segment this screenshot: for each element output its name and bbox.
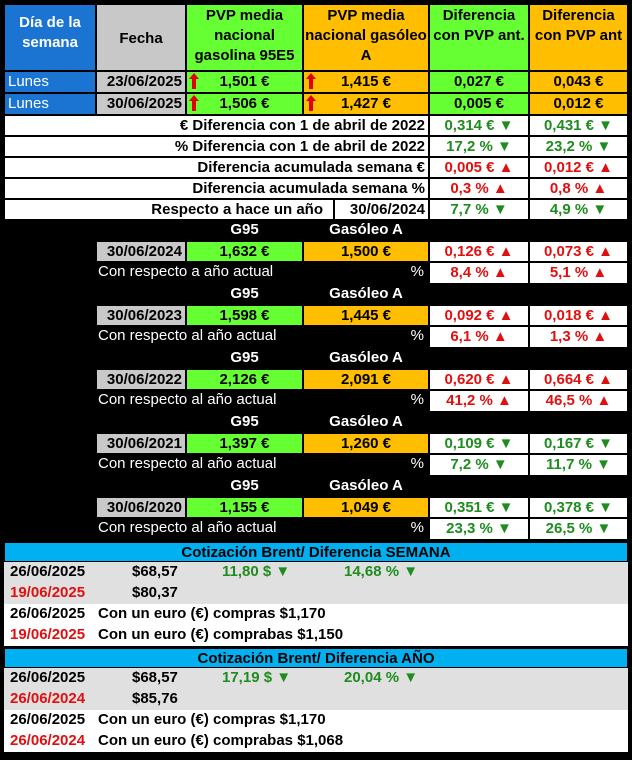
header-diesel: [303, 4, 429, 71]
row-date: 23/06/2025: [96, 71, 186, 93]
year-diff-gas: 0,092 € ▲: [429, 305, 529, 326]
year-diff-diesel: 0,073 € ▲: [529, 241, 628, 262]
year-diesel-price: 1,049 €: [303, 497, 429, 518]
brent_year-date-current: 26/06/2025: [10, 669, 86, 686]
summary-label: % Diferencia con 1 de abril de 2022: [4, 136, 429, 157]
year-pct-diesel: 5,1 % ▲: [529, 262, 628, 284]
year-pct-diesel: 46,5 % ▲: [529, 390, 628, 412]
year-diff-gas: 0,620 € ▲: [429, 369, 529, 390]
brent_week-title: Cotización Brent/ Diferencia SEMANA: [4, 542, 628, 562]
summary-gas-value: 0,005 € ▲: [429, 157, 529, 178]
year-diff-diesel: 0,018 € ▲: [529, 305, 628, 326]
row-day: Lunes: [4, 93, 96, 115]
year-diesel-price: 1,500 €: [303, 241, 429, 262]
year-compare-pct-sign: %: [410, 327, 424, 344]
header-diff-diesel: [529, 4, 628, 71]
year-compare-label: Con respecto al año actual: [98, 391, 277, 408]
year-compare-label: Con respecto al año actual: [98, 519, 277, 536]
summary-gas-value: 0,3 % ▲: [429, 178, 529, 199]
up-arrow-icon: [306, 95, 316, 111]
year-header-g95: G95: [230, 477, 259, 494]
brent_week-fx-text-previous: Con un euro (€) comprabas $1,150: [98, 626, 344, 643]
summary-diesel-value: 0,8 % ▲: [529, 178, 628, 199]
brent_week-date-previous: 19/06/2025: [10, 584, 86, 601]
brent_year-title: Cotización Brent/ Diferencia AÑO: [4, 648, 628, 668]
summary-gas-value: 17,2 % ▼: [429, 136, 529, 157]
brent_year-fx-text-previous: Con un euro (€) comprabas $1,068: [98, 732, 344, 749]
row-diff-gas: 0,027 €: [429, 71, 529, 93]
year-diff-gas: 0,109 € ▼: [429, 433, 529, 454]
brent_year-fx-date-previous: 26/06/2024: [10, 732, 86, 749]
year-gas-price: 1,632 €: [186, 241, 303, 262]
year-gas-price: 1,155 €: [186, 497, 303, 518]
year-compare-label: Con respecto al año actual: [98, 455, 277, 472]
brent_week-fx-text-current: Con un euro (€) compras $1,170: [98, 605, 326, 622]
header-gas: [186, 4, 303, 71]
brent_week-price-previous: $80,37: [132, 584, 178, 601]
brent_week-fx-date-previous: 19/06/2025: [10, 626, 86, 643]
brent_year-fx-text-current: Con un euro (€) compras $1,170: [98, 711, 326, 728]
summary-diesel-value: 0,012 € ▲: [529, 157, 628, 178]
brent_year-date-previous: 26/06/2024: [10, 690, 86, 707]
row-date: 30/06/2025: [96, 93, 186, 115]
header-date-label: Fecha: [119, 30, 163, 47]
year-compare-label: Con respecto al año actual: [98, 327, 277, 344]
brent_year-diff-pct: 20,04 % ▼: [344, 669, 419, 686]
year-diesel-price: 2,091 €: [303, 369, 429, 390]
year-header-gasoleo: Gasóleo A: [329, 349, 403, 366]
header-day: [4, 4, 96, 71]
year-diesel-price: 1,445 €: [303, 305, 429, 326]
year-date: 30/06/2023: [96, 305, 186, 326]
brent_year-fx-date-current: 26/06/2025: [10, 711, 86, 728]
summary-label: € Diferencia con 1 de abril de 2022: [4, 115, 429, 136]
summary-diesel-value: 23,2 % ▼: [529, 136, 628, 157]
year-diff-gas: 0,351 € ▼: [429, 497, 529, 518]
summary-label: Diferencia acumulada semana €: [4, 157, 429, 178]
row-diff-diesel: 0,012 €: [529, 93, 628, 115]
brent_week-fx-date-current: 26/06/2025: [10, 605, 86, 622]
year-header-g95: G95: [230, 413, 259, 430]
year-compare-pct-sign: %: [410, 263, 424, 280]
header-day-label: Día de la semana: [19, 14, 81, 51]
year-date: 30/06/2024: [96, 241, 186, 262]
summary-label: Respecto a hace un año: [4, 199, 334, 220]
year-pct-gas: 7,2 % ▼: [429, 454, 529, 476]
year-compare-pct-sign: %: [410, 455, 424, 472]
brent_year-diff-usd: 17,19 $ ▼: [222, 669, 292, 686]
header-date: [96, 4, 186, 71]
year-compare-label: Con respecto a año actual: [98, 263, 274, 280]
year-compare-pct-sign: %: [410, 391, 424, 408]
summary-diesel-value: 4,9 % ▼: [529, 199, 628, 220]
up-arrow-icon: [189, 73, 199, 89]
year-header-g95: G95: [230, 221, 259, 238]
year-header-g95: G95: [230, 349, 259, 366]
year-date: 30/06/2020: [96, 497, 186, 518]
year-compare-pct-sign: %: [410, 519, 424, 536]
year-header-g95: G95: [230, 285, 259, 302]
year-date: 30/06/2021: [96, 433, 186, 454]
row-diff-diesel: 0,043 €: [529, 71, 628, 93]
year-pct-gas: 41,2 % ▲: [429, 390, 529, 412]
row-gas-price: 1,501 €: [186, 71, 303, 93]
brent_week-diff-pct: 14,68 % ▼: [344, 563, 419, 580]
summary-label: Diferencia acumulada semana %: [4, 178, 429, 199]
up-arrow-icon: [306, 73, 316, 89]
year-header-gasoleo: Gasóleo A: [329, 285, 403, 302]
year-diff-gas: 0,126 € ▲: [429, 241, 529, 262]
year-header-gasoleo: Gasóleo A: [329, 413, 403, 430]
year-diesel-price: 1,260 €: [303, 433, 429, 454]
header-diff-diesel-label: Diferencia con PVP ant: [534, 7, 623, 44]
year-gas-price: 2,126 €: [186, 369, 303, 390]
year-pct-diesel: 26,5 % ▼: [529, 518, 628, 540]
row-day: Lunes: [4, 71, 96, 93]
brent_year-price-current: $68,57: [132, 669, 178, 686]
year-pct-gas: 8,4 % ▲: [429, 262, 529, 284]
summary-gas-value: 0,314 € ▼: [429, 115, 529, 136]
row-gas-price: 1,506 €: [186, 93, 303, 115]
brent_week-diff-usd: 11,80 $ ▼: [222, 563, 291, 580]
year-pct-gas: 6,1 % ▲: [429, 326, 529, 348]
year-pct-gas: 23,3 % ▼: [429, 518, 529, 540]
summary-date: 30/06/2024: [334, 199, 429, 220]
year-diff-diesel: 0,167 € ▼: [529, 433, 628, 454]
year-diff-diesel: 0,378 € ▼: [529, 497, 628, 518]
summary-gas-value: 7,7 % ▼: [429, 199, 529, 220]
year-pct-diesel: 1,3 % ▲: [529, 326, 628, 348]
up-arrow-icon: [189, 95, 199, 111]
year-date: 30/06/2022: [96, 369, 186, 390]
year-pct-diesel: 11,7 % ▼: [529, 454, 628, 476]
header-diff-gas-label: Diferencia con PVP ant.: [433, 7, 525, 44]
summary-diesel-value: 0,431 € ▼: [529, 115, 628, 136]
header-diff-gas: [429, 4, 529, 71]
year-gas-price: 1,598 €: [186, 305, 303, 326]
header-gas-label: PVP media nacional gasolina 95E5: [194, 7, 295, 64]
row-diesel-price: 1,415 €: [303, 71, 429, 93]
brent_week-date-current: 26/06/2025: [10, 563, 86, 580]
year-diff-diesel: 0,664 € ▲: [529, 369, 628, 390]
brent_year-price-previous: $85,76: [132, 690, 178, 707]
fuel-price-table: [4, 4, 628, 756]
brent_week-price-current: $68,57: [132, 563, 178, 580]
year-header-gasoleo: Gasóleo A: [329, 221, 403, 238]
header-diesel-label: PVP media nacional gasóleo A: [305, 7, 427, 64]
row-diff-gas: 0,005 €: [429, 93, 529, 115]
year-header-gasoleo: Gasóleo A: [329, 477, 403, 494]
row-diesel-price: 1,427 €: [303, 93, 429, 115]
year-gas-price: 1,397 €: [186, 433, 303, 454]
